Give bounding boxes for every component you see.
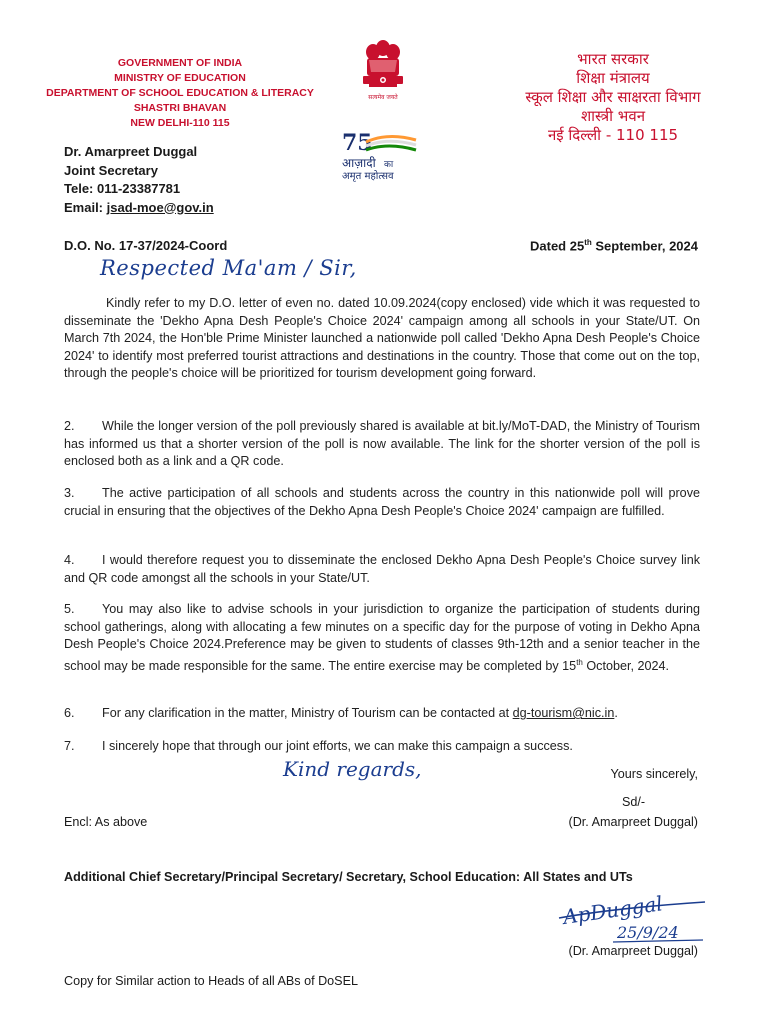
emblem-motto: सत्यमेव जयते xyxy=(368,94,398,101)
paragraph-5: 5. You may also like to advise schools in your jurisdiction to organize the participation of students during school gatherings, along with allocating a few minutes on a specific day for the purpose of voting in Dekho Apna Desh People's Choice 2024.Preference may be given to students of classes 9th-12th and a senior teacher in the school may be made responsible for the same. The entire exercise may be completed by 15th October, 2024. xyxy=(64,602,700,673)
header-line-ministry: MINISTRY OF EDUCATION xyxy=(114,72,246,84)
header-hindi-government: भारत सरकार xyxy=(577,50,649,68)
copy-to-note: Copy for Similar action to Heads of all ABs of DoSEL xyxy=(64,974,358,988)
handwritten-salutation: Respected Ma'am / Sir, xyxy=(100,256,357,280)
paragraph-4: 4. I would therefore request you to disseminate the enclosed Dekho Apna Desh People's Choice survey link and QR code amongst all the schools in your State/UT. xyxy=(64,553,700,585)
azadi-ka-amrit-mahotsav-logo xyxy=(338,128,438,182)
officer-email-row xyxy=(64,199,214,218)
paragraph-1: Kindly refer to my D.O. letter of even no. dated 10.09.2024(copy enclosed) vide which it was requested to disseminate the 'Dekho Apna Desh People's Choice 2024' campaign among all schools in your State/UT. On March 7th 2024, the Hon'ble Prime Minister launched a nationwide poll called 'Dekho Apna Desh People's Choice 2024' to identify most preferred tourist attractions and destinations in the country. Those that come out on the top, through the people's choice will be prioritized for tourism development going forward. xyxy=(64,296,700,381)
header-hindi-ministry: शिक्षा मंत्रालय xyxy=(576,69,650,87)
azadi-line1: आज़ादी xyxy=(342,156,376,170)
paragraph-6: 6. For any clarification in the matter, Ministry of Tourism can be contacted at dg-tourism@nic.in. xyxy=(64,706,618,720)
header-line-address: NEW DELHI-110 115 xyxy=(130,117,230,129)
signature-date: 25/9/24 xyxy=(617,923,679,942)
do-number: D.O. No. 17-37/2024-Coord xyxy=(64,238,228,253)
officer-telephone: Tele: 011-23387781 xyxy=(64,181,181,196)
signatory-name-signed: (Dr. Amarpreet Duggal) xyxy=(568,944,698,958)
tourism-email-link[interactable]: dg-tourism@nic.in xyxy=(512,706,615,720)
officer-details xyxy=(64,143,214,217)
azadi-ka: का xyxy=(384,160,394,170)
officer-email-label: Email: xyxy=(64,199,107,215)
enclosure-note: Encl: As above xyxy=(64,815,148,829)
header-hindi-department: स्कूल शिक्षा और साक्षरता विभाग xyxy=(525,88,701,106)
officer-designation: Joint Secretary xyxy=(64,162,158,178)
paragraph-2: 2. While the longer version of the poll previously shared is available at bit.ly/MoT-DAD, the Ministry of Tourism has informed us that a shorter version of the poll is now available. The link for the shorter version of the poll is enclosed both as a link and a QR code. xyxy=(64,419,700,469)
letter-date: Dated 25th September, 2024 xyxy=(530,238,698,254)
header-line-government: GOVERNMENT OF INDIA xyxy=(117,57,243,69)
signature-scrawl: ApDuggal xyxy=(561,891,665,929)
header-line-building: SHASTRI BHAVAN xyxy=(133,102,227,114)
header-hindi-address: नई दिल्ली - 110 115 xyxy=(547,126,679,144)
officer-name: Dr. Amarpreet Duggal xyxy=(64,144,198,159)
handwritten-kind-regards: Kind regards, xyxy=(283,757,422,781)
yours-sincerely: Yours sincerely, xyxy=(610,767,698,781)
paragraph-7: 7. I sincerely hope that through our joint efforts, we can make this campaign a success. xyxy=(64,739,573,753)
header-english xyxy=(30,56,330,131)
azadi-number: 75 xyxy=(342,130,373,156)
header-hindi xyxy=(488,50,738,145)
azadi-line2: अमृत महोत्सव xyxy=(342,171,394,182)
handwritten-signature xyxy=(555,890,715,950)
addressee: Additional Chief Secretary/Principal Secretary/ Secretary, School Education: All States and UTs xyxy=(64,870,633,884)
header-hindi-building: शास्त्री भवन xyxy=(580,107,646,125)
paragraph-3: 3. The active participation of all schools and students across the country in this nationwide poll will prove crucial in ensuring that the objectives of the Dekho Apna Desh People's Choice 2024' campaign are fulfilled. xyxy=(64,486,700,518)
header-line-department: DEPARTMENT OF SCHOOL EDUCATION & LITERACY xyxy=(46,87,314,99)
officer-email-link[interactable]: jsad-moe@gov.in xyxy=(106,199,214,215)
signatory-name-typed: (Dr. Amarpreet Duggal) xyxy=(568,815,698,829)
national-emblem-icon xyxy=(355,38,411,104)
signed-sd: Sd/- xyxy=(622,795,646,809)
